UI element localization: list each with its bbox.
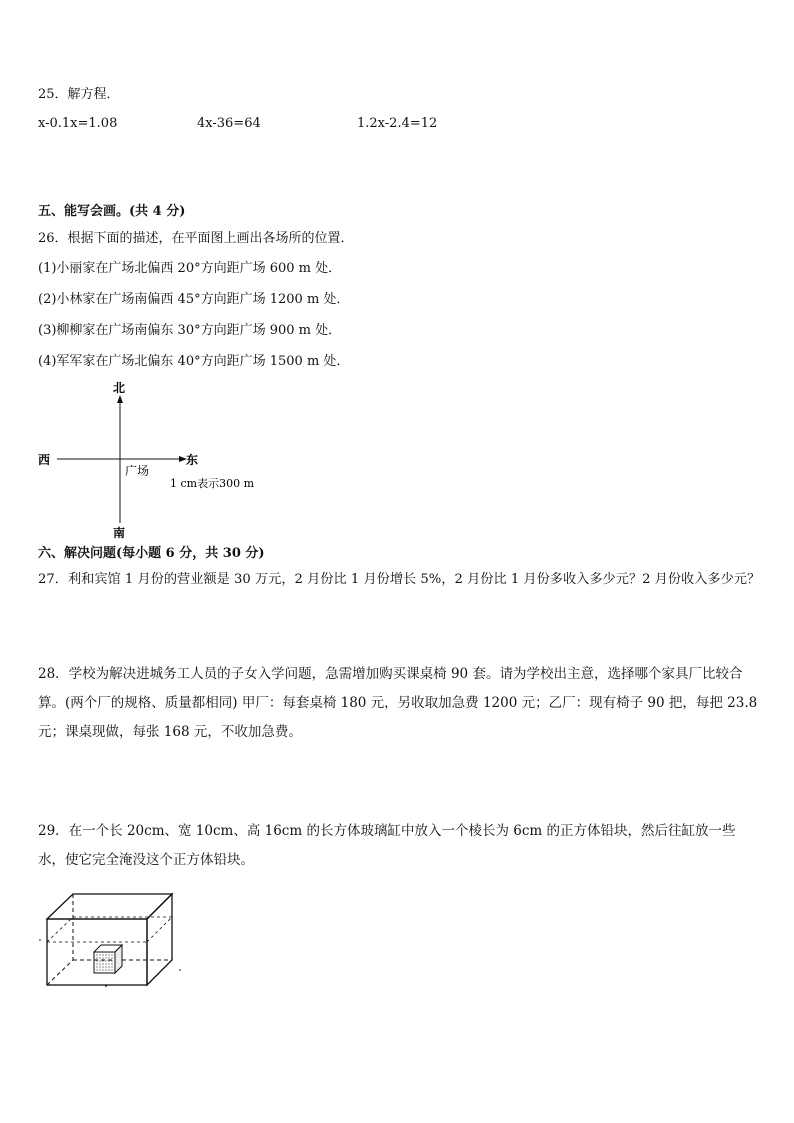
section-6-title: 六、解决问题(每小题 6 分，共 30 分): [38, 546, 265, 561]
tank-top-face: [47, 894, 172, 919]
q26-title: 26．根据下面的描述，在平面图上画出各场所的位置．: [38, 231, 354, 246]
tank-right-face: [147, 894, 172, 985]
q25-equation-1: x-0.1x=1.08: [38, 116, 118, 131]
q26-item-2: (2)小林家在广场南偏西 45°方向距广场 1200 m 处．: [38, 292, 350, 307]
scale-label: 1 cm表示300 m: [170, 477, 255, 490]
section-5-title: 五、能写会画。(共 4 分): [38, 204, 186, 219]
lead-cube: [94, 945, 122, 973]
center-label: 广场: [125, 464, 150, 478]
q27-text: 27．利和宾馆 1 月份的营业额是 30 万元，2 月份比 1 月份增长 5%，2 月份比 1 月份多收入多少元？2 月份收入多少元？: [38, 572, 761, 587]
north-label: 北: [113, 381, 126, 395]
q25-equation-2: 4x-36=64: [197, 116, 261, 131]
q25-equation-3: 1.2x-2.4=12: [357, 116, 438, 131]
q29-text: 29．在一个长 20cm、宽 10cm、高 16cm 的长方体玻璃缸中放入一个棱长为 6cm 的正方体铅块，然后往缸放一些水，使它完全淹没这个正方体铅块。: [38, 823, 736, 868]
q28-text: 28．学校为解决进城务工人员的子女入学问题，急需增加购买课桌椅 90 套。请为学校出主意，选择哪个家具厂比较合算。(两个厂的规格、质量都相同) 甲厂：每套桌椅 180 元，另收取加急费 1200 元；乙厂：现有椅子 90 把，每把 23.8 元；课桌现做，每张 168 元，不收加急费。: [38, 666, 758, 740]
west-label: 西: [38, 453, 51, 467]
q26-item-1: (1)小丽家在广场北偏西 20°方向距广场 600 m 处．: [38, 261, 342, 276]
q26-item-4: (4)军军家在广场北偏东 40°方向距广场 1500 m 处．: [38, 354, 350, 369]
south-label: 南: [113, 526, 126, 540]
q25-title: 25．解方程．: [38, 87, 120, 102]
east-label: 东: [186, 453, 199, 467]
q26-item-3: (3)柳柳家在广场南偏东 30°方向距广场 900 m 处．: [38, 323, 342, 338]
tank-front-face: [47, 919, 147, 985]
